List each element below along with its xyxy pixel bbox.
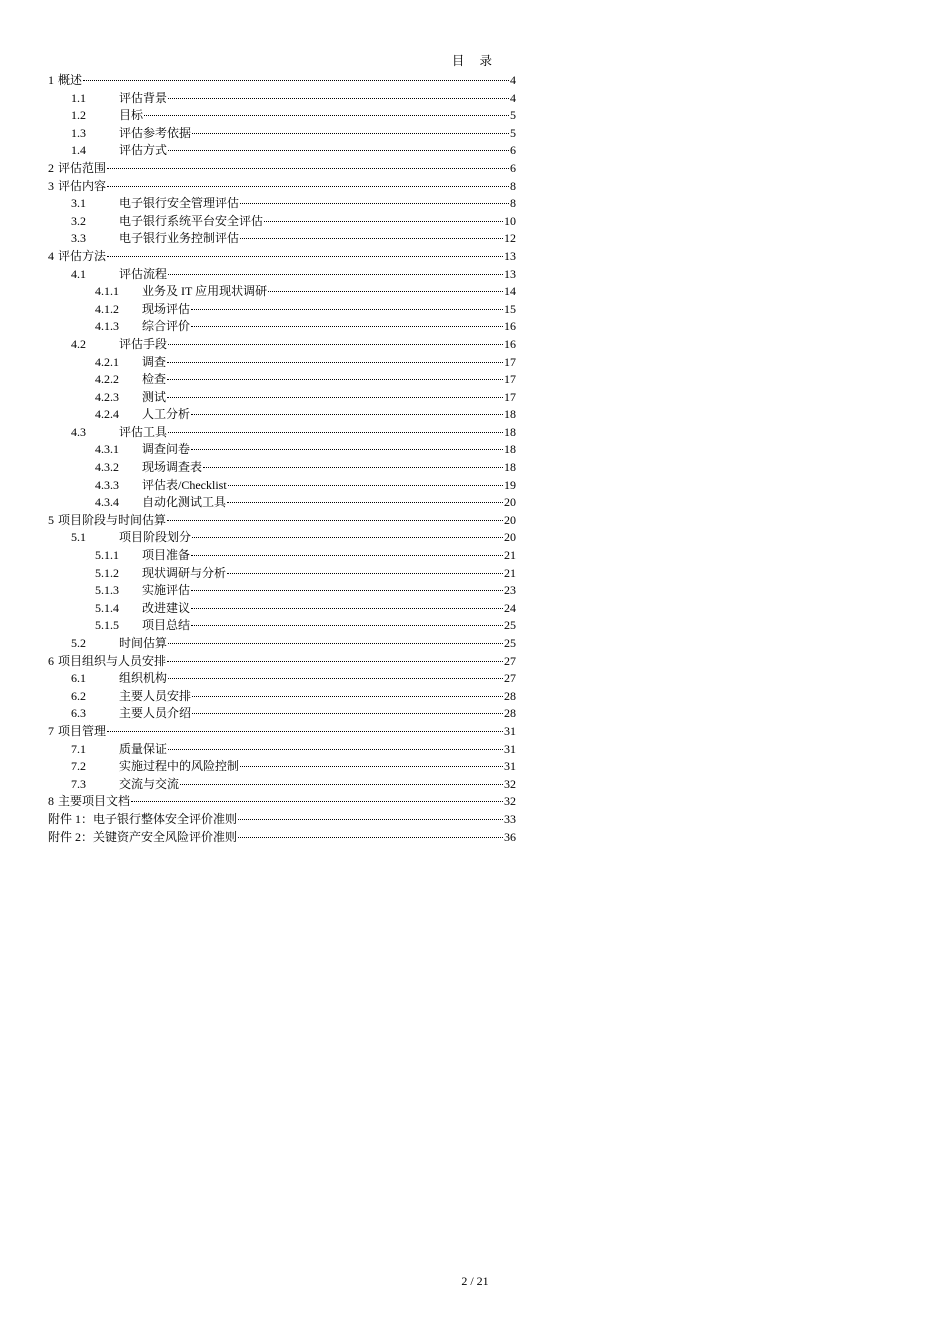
toc-entry-number: 4.2.4 <box>95 407 119 422</box>
toc-entry[interactable] <box>48 230 516 248</box>
toc-entry-number: 5.2 <box>71 636 86 650</box>
toc-entry-page: 32 <box>504 794 516 809</box>
toc-entry-number: 4.3.2 <box>95 460 119 475</box>
toc-entry[interactable] <box>48 371 516 389</box>
toc-entry[interactable] <box>48 547 516 565</box>
toc-dot-leader <box>191 326 503 327</box>
table-of-contents <box>48 72 516 846</box>
toc-entry-number: 4.3.3 <box>95 477 119 492</box>
toc-dot-leader <box>83 80 509 81</box>
toc-entry-page: 24 <box>504 600 516 615</box>
toc-entry[interactable] <box>48 705 516 723</box>
toc-entry-number: 1 <box>48 73 54 87</box>
toc-entry-label: 项目阶段与时间估算 <box>58 512 167 527</box>
toc-entry-number: 4.1.3 <box>95 319 119 334</box>
toc-entry-label: 调查问卷 <box>142 442 191 457</box>
toc-entry-label: 概述 <box>58 73 83 87</box>
toc-dot-leader <box>238 837 503 838</box>
toc-entry[interactable] <box>48 582 516 600</box>
toc-entry-number: 4.3.4 <box>95 495 119 510</box>
toc-entry-label: 现场调查表 <box>142 460 203 475</box>
toc-dot-leader <box>107 186 509 187</box>
toc-entry-label: 现状调研与分析 <box>142 565 227 580</box>
toc-dot-leader <box>192 696 503 697</box>
toc-entry-number: 3 <box>48 178 54 193</box>
toc-entry-page: 27 <box>504 671 516 686</box>
toc-entry-label: 评估工具 <box>119 424 168 439</box>
toc-entry-page: 14 <box>504 284 516 299</box>
toc-dot-leader <box>240 238 503 239</box>
toc-entry-label: 评估流程 <box>119 266 168 281</box>
toc-dot-leader <box>240 203 509 204</box>
toc-dot-leader <box>191 309 503 310</box>
toc-entry-number: 3.2 <box>71 213 86 228</box>
toc-entry-number: 3.1 <box>71 196 86 211</box>
toc-dot-leader <box>227 573 503 574</box>
toc-entry-page: 5 <box>510 108 516 123</box>
toc-entry[interactable] <box>48 406 516 424</box>
toc-entry-page: 17 <box>504 372 516 387</box>
toc-entry-page: 16 <box>504 319 516 334</box>
toc-entry[interactable] <box>48 793 516 811</box>
toc-dot-leader <box>240 766 503 767</box>
toc-entry-page: 17 <box>504 354 516 369</box>
toc-entry[interactable] <box>48 90 516 108</box>
toc-entry[interactable] <box>48 266 516 284</box>
toc-entry-label: 时间估算 <box>119 636 168 650</box>
toc-entry-page: 27 <box>504 653 516 668</box>
toc-dot-leader <box>144 115 509 116</box>
toc-dot-leader <box>180 784 503 785</box>
toc-entry-number: 6 <box>48 653 54 668</box>
toc-entry[interactable] <box>48 477 516 495</box>
toc-entry-label: 评估范围 <box>58 160 107 175</box>
toc-entry[interactable] <box>48 758 516 776</box>
toc-entry-label: 项目准备 <box>142 548 191 563</box>
toc-entry-label: 调查 <box>142 354 167 369</box>
toc-entry[interactable] <box>48 635 516 653</box>
toc-entry-page: 28 <box>504 706 516 721</box>
toc-entry-label: 人工分析 <box>142 407 191 422</box>
toc-entry[interactable] <box>48 142 516 160</box>
toc-entry-label: 评估方式 <box>119 143 168 158</box>
toc-entry-number: 7.1 <box>71 741 86 756</box>
toc-entry-label: 测试 <box>142 389 167 404</box>
toc-entry[interactable] <box>48 213 516 231</box>
toc-dot-leader <box>227 502 503 503</box>
toc-entry-page: 31 <box>504 741 516 756</box>
toc-entry-label: 评估内容 <box>58 178 107 193</box>
toc-entry[interactable] <box>48 72 516 90</box>
toc-entry-number: 7 <box>48 723 54 738</box>
toc-entry[interactable] <box>48 301 516 319</box>
toc-entry[interactable] <box>48 283 516 301</box>
toc-entry[interactable] <box>48 248 516 266</box>
toc-entry-label: 项目组织与人员安排 <box>58 653 167 668</box>
toc-entry-page: 17 <box>504 389 516 404</box>
toc-dot-leader <box>107 256 503 257</box>
toc-entry-page: 31 <box>504 723 516 738</box>
toc-dot-leader <box>168 274 503 275</box>
toc-entry-page: 18 <box>504 424 516 439</box>
toc-entry-page: 32 <box>504 776 516 791</box>
toc-entry-page: 8 <box>510 178 516 193</box>
toc-dot-leader <box>168 678 503 679</box>
toc-entry-page: 36 <box>504 829 516 844</box>
toc-entry-number: 1.2 <box>71 108 86 123</box>
toc-entry-label: 综合评价 <box>142 319 191 334</box>
toc-dot-leader <box>167 520 503 521</box>
toc-entry-number: 4.3.1 <box>95 442 119 457</box>
toc-entry-label: 检查 <box>142 372 167 387</box>
toc-dot-leader <box>168 344 503 345</box>
toc-dot-leader <box>192 133 509 134</box>
toc-entry-label: 改进建议 <box>142 600 191 615</box>
toc-dot-leader <box>167 397 503 398</box>
toc-entry[interactable] <box>48 529 516 547</box>
toc-entry-page: 4 <box>510 90 516 105</box>
toc-entry-page: 13 <box>504 266 516 281</box>
toc-entry-page: 23 <box>504 583 516 598</box>
toc-entry[interactable] <box>48 811 516 829</box>
toc-entry[interactable] <box>48 441 516 459</box>
toc-entry-label: 项目管理 <box>58 723 107 738</box>
toc-dot-leader <box>264 221 503 222</box>
toc-dot-leader <box>268 291 503 292</box>
toc-dot-leader <box>167 661 503 662</box>
toc-entry-number: 7.3 <box>71 776 86 791</box>
toc-entry-label: 电子银行系统平台安全评估 <box>119 213 264 228</box>
toc-entry-number: 4.2.3 <box>95 389 119 404</box>
toc-entry-page: 4 <box>510 73 516 87</box>
toc-entry-page: 19 <box>504 477 516 492</box>
toc-entry-number: 4.1.1 <box>95 284 119 299</box>
toc-entry-page: 18 <box>504 442 516 457</box>
toc-entry-page: 13 <box>504 248 516 263</box>
toc-entry-page: 6 <box>510 143 516 158</box>
toc-entry-label: 组织机构 <box>119 671 168 686</box>
toc-entry[interactable] <box>48 354 516 372</box>
toc-dot-leader <box>168 643 503 644</box>
toc-entry-page: 33 <box>504 811 516 826</box>
toc-entry[interactable] <box>48 829 516 847</box>
toc-entry-number: 4.2.1 <box>95 354 119 369</box>
toc-entry[interactable] <box>48 776 516 794</box>
toc-entry-number: 8 <box>48 794 54 809</box>
toc-dot-leader <box>203 467 503 468</box>
toc-entry-number: 4.3 <box>71 424 86 439</box>
toc-dot-leader <box>192 537 503 538</box>
page-indicator: 2 / 21 <box>461 1274 489 1288</box>
toc-dot-leader <box>191 590 503 591</box>
toc-entry-label: 项目总结 <box>142 618 191 633</box>
toc-dot-leader <box>168 432 503 433</box>
toc-entry-page: 20 <box>504 530 516 545</box>
toc-dot-leader <box>107 731 503 732</box>
toc-entry[interactable] <box>48 318 516 336</box>
toc-dot-leader <box>168 98 509 99</box>
toc-entry-number: 4.1.2 <box>95 301 119 316</box>
toc-entry-label: 自动化测试工具 <box>142 495 227 510</box>
toc-entry-number: 5.1 <box>71 530 86 545</box>
toc-entry[interactable] <box>48 617 516 635</box>
toc-dot-leader <box>191 625 503 626</box>
toc-entry-label: 附件 2：关键资产安全风险评价准则 <box>48 829 238 844</box>
toc-entry-label: 电子银行安全管理评估 <box>119 196 240 211</box>
toc-entry-number: 2 <box>48 160 54 175</box>
toc-entry[interactable] <box>48 600 516 618</box>
toc-entry-label: 交流与交流 <box>119 776 180 791</box>
toc-entry-number: 5.1.4 <box>95 600 119 615</box>
toc-entry[interactable] <box>48 195 516 213</box>
toc-entry-page: 18 <box>504 460 516 475</box>
toc-entry-label: 主要人员安排 <box>119 688 192 703</box>
toc-entry-label: 评估背景 <box>119 90 168 105</box>
toc-entry-page: 28 <box>504 688 516 703</box>
toc-title: 目 录 <box>451 54 499 68</box>
toc-entry[interactable] <box>48 424 516 442</box>
toc-entry[interactable] <box>48 160 516 178</box>
toc-entry-label: 主要人员介绍 <box>119 706 192 721</box>
toc-entry-label: 现场评估 <box>142 301 191 316</box>
toc-entry[interactable] <box>48 178 516 196</box>
toc-entry-page: 25 <box>504 636 516 650</box>
toc-entry[interactable] <box>48 723 516 741</box>
toc-entry-label: 主要项目文档 <box>58 794 131 809</box>
toc-entry-label: 项目阶段划分 <box>119 530 192 545</box>
toc-dot-leader <box>167 379 503 380</box>
toc-entry-label: 评估方法 <box>58 248 107 263</box>
toc-entry[interactable] <box>48 670 516 688</box>
toc-entry[interactable] <box>48 653 516 671</box>
toc-entry-label: 实施评估 <box>142 583 191 598</box>
toc-entry-label: 评估手段 <box>119 336 168 351</box>
toc-entry-number: 4.1 <box>71 266 86 281</box>
toc-entry-page: 8 <box>510 196 516 211</box>
toc-entry-page: 12 <box>504 231 516 246</box>
toc-entry-number: 5.1.1 <box>95 548 119 563</box>
toc-dot-leader <box>131 801 503 802</box>
toc-entry-label: 附件 1：电子银行整体安全评价准则 <box>48 811 238 826</box>
toc-entry-number: 1.3 <box>71 125 86 140</box>
toc-dot-leader <box>228 485 503 486</box>
toc-dot-leader <box>191 414 503 415</box>
toc-entry-page: 5 <box>510 125 516 140</box>
toc-entry-number: 4 <box>48 248 54 263</box>
toc-entry[interactable] <box>48 459 516 477</box>
toc-entry-page: 6 <box>510 160 516 175</box>
toc-entry-page: 31 <box>504 759 516 774</box>
toc-entry-label: 实施过程中的风险控制 <box>119 759 240 774</box>
toc-entry-label: 电子银行业务控制评估 <box>119 231 240 246</box>
toc-entry-number: 4.2.2 <box>95 372 119 387</box>
toc-entry-number: 7.2 <box>71 759 86 774</box>
toc-entry-page: 10 <box>504 213 516 228</box>
toc-entry-page: 25 <box>504 618 516 633</box>
toc-entry[interactable] <box>48 389 516 407</box>
toc-dot-leader <box>191 555 503 556</box>
toc-dot-leader <box>238 819 503 820</box>
toc-entry[interactable] <box>48 512 516 530</box>
toc-entry-label: 评估表/Checklist <box>142 477 227 492</box>
toc-entry-page: 18 <box>504 407 516 422</box>
toc-entry-number: 6.2 <box>71 688 86 703</box>
toc-entry[interactable] <box>48 494 516 512</box>
toc-entry-number: 6.3 <box>71 706 86 721</box>
toc-dot-leader <box>191 608 503 609</box>
toc-dot-leader <box>168 749 503 750</box>
toc-entry-number: 5.1.3 <box>95 583 119 598</box>
toc-entry-page: 20 <box>504 495 516 510</box>
toc-entry[interactable] <box>48 741 516 759</box>
toc-entry[interactable] <box>48 565 516 583</box>
toc-entry-label: 评估参考依据 <box>119 125 192 140</box>
toc-entry-page: 15 <box>504 301 516 316</box>
toc-entry-number: 4.2 <box>71 336 86 351</box>
toc-entry-number: 5 <box>48 512 54 527</box>
toc-entry-number: 5.1.5 <box>95 618 119 633</box>
toc-dot-leader <box>107 168 509 169</box>
toc-dot-leader <box>168 150 509 151</box>
toc-entry-label: 目标 <box>119 108 144 123</box>
toc-entry-label: 质量保证 <box>119 741 168 756</box>
toc-dot-leader <box>191 449 503 450</box>
toc-entry-number: 5.1.2 <box>95 565 119 580</box>
toc-entry-number: 3.3 <box>71 231 86 246</box>
toc-dot-leader <box>167 362 503 363</box>
toc-entry-page: 21 <box>504 548 516 563</box>
toc-entry-number: 1.4 <box>71 143 86 158</box>
toc-entry[interactable] <box>48 336 516 354</box>
toc-entry-page: 21 <box>504 565 516 580</box>
toc-dot-leader <box>192 713 503 714</box>
toc-entry-label: 业务及 IT 应用现状调研 <box>142 284 268 299</box>
toc-entry-number: 6.1 <box>71 671 86 686</box>
toc-entry[interactable] <box>48 688 516 706</box>
toc-entry[interactable] <box>48 125 516 143</box>
toc-entry-page: 16 <box>504 336 516 351</box>
toc-entry-number: 1.1 <box>71 90 86 105</box>
toc-entry[interactable] <box>48 107 516 125</box>
toc-entry-page: 20 <box>504 512 516 527</box>
